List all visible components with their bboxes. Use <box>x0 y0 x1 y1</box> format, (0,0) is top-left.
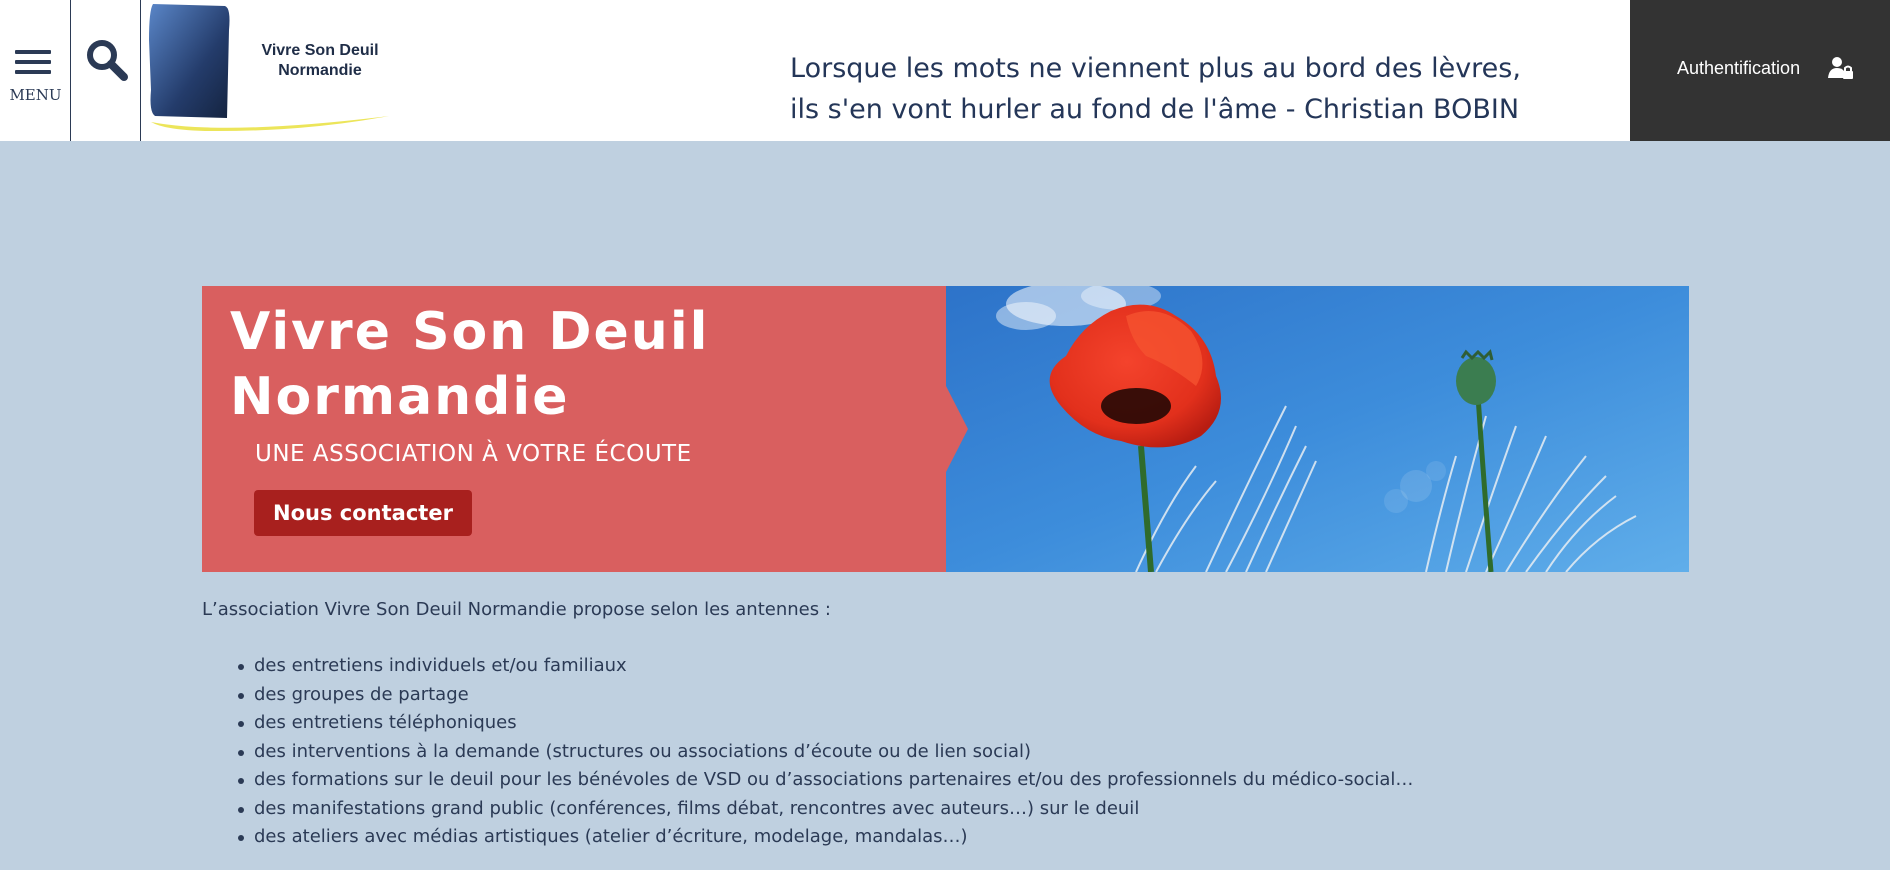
services-list <box>236 652 1413 852</box>
user-lock-icon <box>1828 56 1854 80</box>
site-logo[interactable] <box>145 0 395 141</box>
hero-banner <box>202 286 1689 572</box>
hamburger-icon <box>15 50 51 80</box>
list-item: des groupes de partage <box>236 681 1413 710</box>
search-button[interactable] <box>71 0 141 141</box>
hero-text-panel <box>202 286 946 572</box>
hero-poppy-image <box>946 286 1689 572</box>
list-item: des manifestations grand public (conférences, films débat, rencontres avec auteurs…) sur le deuil <box>236 795 1413 824</box>
contact-button[interactable]: Nous contacter <box>254 490 472 536</box>
authentication-button[interactable] <box>1630 0 1890 141</box>
menu-button[interactable] <box>0 0 71 141</box>
site-header <box>0 0 1890 141</box>
list-item: des entretiens téléphoniques <box>236 709 1413 738</box>
search-icon <box>84 37 130 83</box>
list-item: des entretiens individuels et/ou familiaux <box>236 652 1413 681</box>
list-item: des ateliers avec médias artistiques (atelier d’écriture, modelage, mandalas…) <box>236 823 1413 852</box>
header-quote: Lorsque les mots ne viennent plus au bord des lèvres, ils s'en vont hurler au fond de l'âme - Christian BOBIN <box>790 53 1521 125</box>
menu-label: MENU <box>9 86 62 104</box>
hero-title: Vivre Son Deuil Normandie <box>230 302 710 427</box>
authentication-label: Authentification <box>1677 58 1801 78</box>
list-item: des formations sur le deuil pour les bénévoles de VSD ou d’associations partenaires et/ou des professionnels du médico-social… <box>236 766 1413 795</box>
logo-text: Vivre Son Deuil Normandie <box>261 42 379 79</box>
intro-text: L’association Vivre Son Deuil Normandie propose selon les antennes : <box>202 599 831 620</box>
hero-subtitle: UNE ASSOCIATION À VOTRE ÉCOUTE <box>255 441 692 467</box>
list-item: des interventions à la demande (structures ou associations d’écoute ou de lien social) <box>236 738 1413 767</box>
